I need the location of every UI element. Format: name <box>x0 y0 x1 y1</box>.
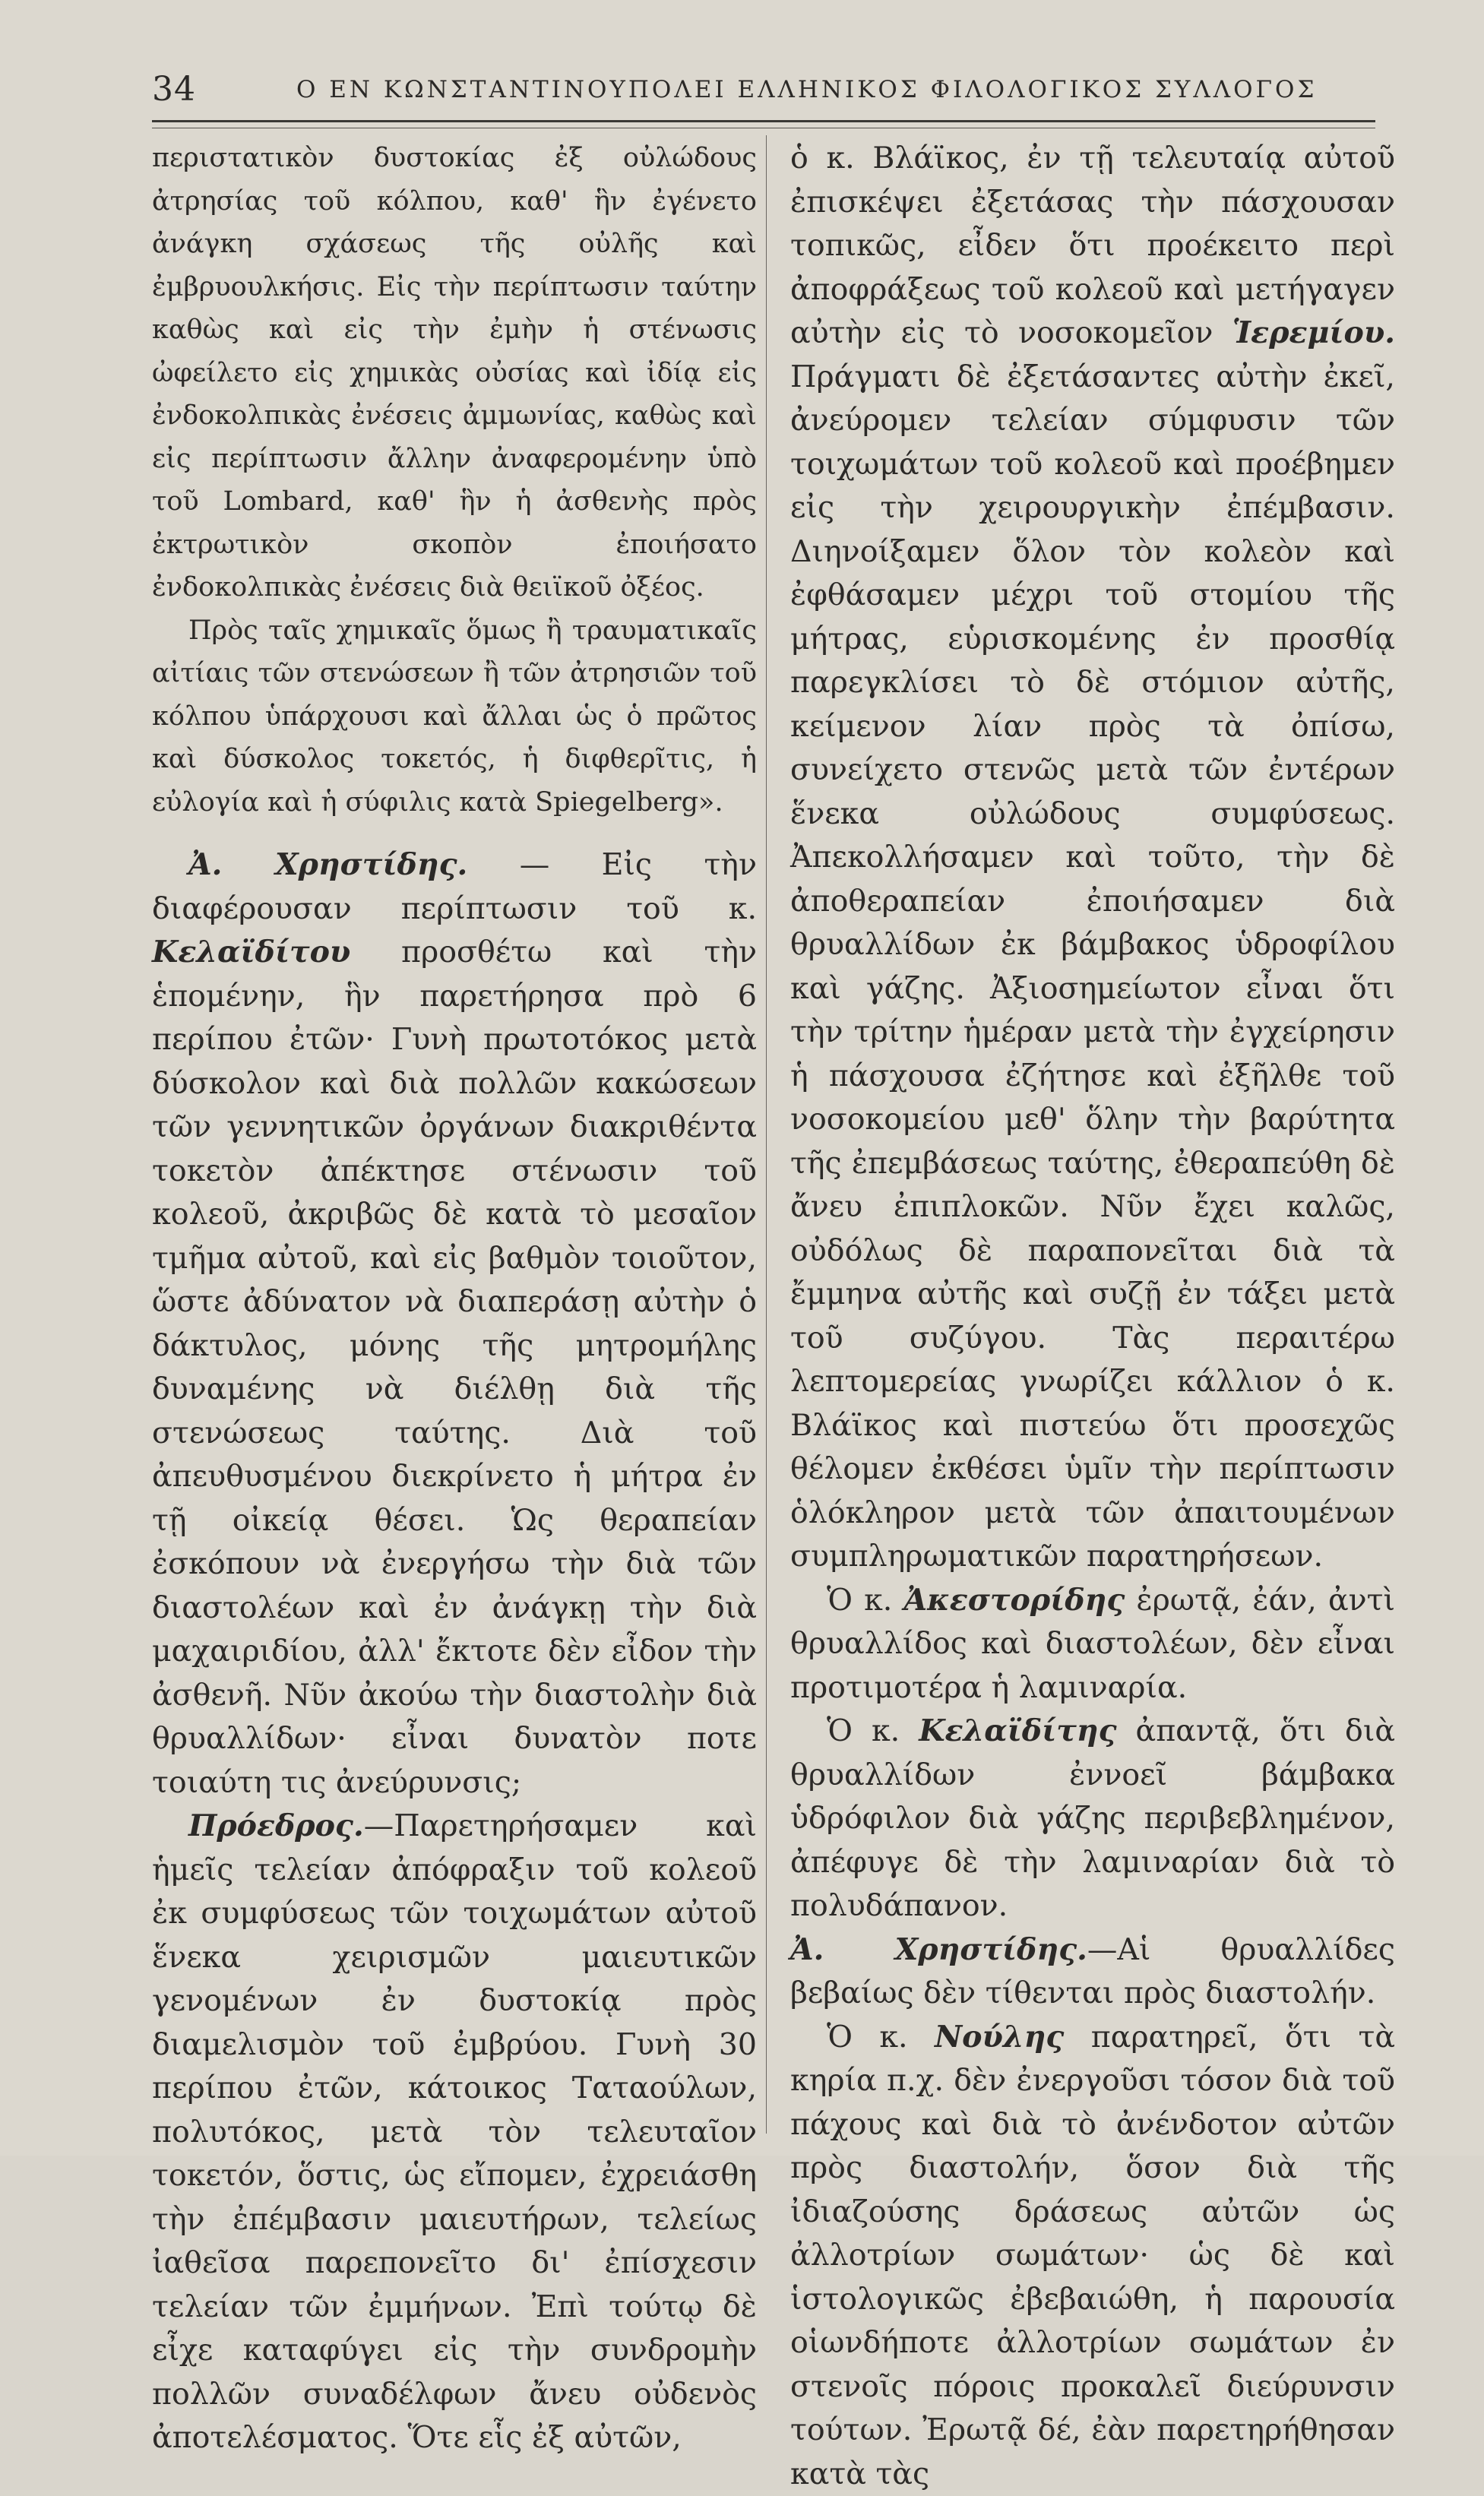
paragraph-quote-causes: Πρὸς ταῖς χημικαῖς ὅμως ἢ τραυματικαῖς αἰτίαις τῶν στενώσεων ἢ τῶν ἀτρησιῶν τοῦ κόλπου ὑπάρχουσι καὶ ἄλλαι ὡς ὁ πρῶτος καὶ δύσκολος τοκετός, ἡ διφθερῖτις, ἡ εὐλογία καὶ ἡ σύφιλις κατὰ Spiegelberg». <box>152 609 757 824</box>
speaker-name: Ἀ. Χρηστίδης. <box>790 1932 1087 1967</box>
page-number: 34 <box>152 70 196 109</box>
speaker-name: Πρόεδρος. <box>188 1808 364 1843</box>
speaker-name: Νούλης <box>935 2020 1064 2055</box>
paragraph-text: προσθέτω καὶ τὴν ἑπομένην, ἣν παρετήρησα πρὸ 6 περίπου ἐτῶν· Γυνὴ πρωτοτόκος μετὰ δύσκολον καὶ διὰ πολλῶν κακώσεων τῶν γεννητικῶν ὀργάνων διακριθέντα τοκετὸν ἀπέκτησε στένωσιν τοῦ κολεοῦ, ἀκριβῶς δὲ κατὰ τὸ μεσαῖον τμῆμα αὐτοῦ, καὶ εἰς βαθμὸν τοιοῦτον, ὥστε ἀδύνατον νὰ διαπεράσῃ αὐτὴν ὁ δάκτυλος, μόνης τῆς μητρομήλης δυναμένης νὰ διέλθῃ διὰ τῆς στενώσεως ταύτης. Διὰ τοῦ ἀπευθυσμένου διεκρίνετο ἡ μήτρα ἐν τῇ οἰκείᾳ θέσει. Ὡς θεραπείαν ἐσκόπουν νὰ ἐνεργήσω τὴν διὰ τῶν διαστολέων καὶ ἐν ἀνάγκῃ τὴν διὰ μαχαιριδίου, ἀλλ' ἔκτοτε δὲν εἶδον τὴν ἀσθενῆ. Νῦν ἀκούω τὴν διαστολὴν διὰ θρυαλλίδων· εἶναι δυνατὸν ποτε τοιαύτη τις ἀνεύρυνσις; <box>152 935 757 1800</box>
paragraph-text: ἀπαντᾷ, ὅτι διὰ θρυαλλίδων ἐννοεῖ βάμβακα ὑδρόφιλον διὰ γάζης περιβεβλημένον, ἀπέφυγε δὲ τὴν λαμιναρίαν διὰ τὸ πολυδάπανον. <box>790 1713 1395 1923</box>
place-name: Ἱερεμίου. <box>1232 315 1395 350</box>
paragraph-text: ὁ κ. Βλάϊκος, ἐν τῇ τελευταίᾳ αὐτοῦ ἐπισκέψει ἐξετάσας τὴν πάσχουσαν τοπικῶς, εἶδεν ὅτι προέκειτο περὶ ἀποφράξεως τοῦ κολεοῦ καὶ μετήγαγεν αὐτὴν εἰς τὸ νοσοκομεῖον <box>790 141 1395 350</box>
left-column <box>152 137 757 2460</box>
paragraph-text: παρατηρεῖ, ὅτι τὰ κηρία π.χ. δὲν ἐνεργοῦσι τόσον διὰ τοῦ πάχους καὶ διὰ τὸ ἀνένδοτον αὐτῶν πρὸς διαστολήν, ὅσον διὰ τῆς ἰδιαζούσης δράσεως αὐτῶν ὡς ἀλλοτρίων σωμάτων· ὡς δὲ καὶ ἱστολογικῶς ἐβεβαιώθη, ἡ παρουσία οἱωνδήποτε ἀλλοτρίων σωμάτων ἐν στενοῖς πόροις προκαλεῖ διεύρυνσιν τούτων. Ἐρωτᾷ δέ, ἐὰν παρετηρήθησαν κατὰ τὰς <box>790 2020 1395 2491</box>
paragraph-text: —Παρετηρήσαμεν καὶ ἡμεῖς τελείαν ἀπόφραξιν τοῦ κολεοῦ ἐκ συμφύσεως τῶν τοιχωμάτων αὐτοῦ ἕνεκα χειρισμῶν μαιευτικῶν γενομένων ἐν δυστοκίᾳ πρὸς διαμελισμὸν τοῦ ἐμβρύου. Γυνὴ 30 περίπου ἐτῶν, κάτοικος Ταταούλων, πολυτόκος, μετὰ τὸν τελευταῖον τοκετόν, ὅστις, ὡς εἴπομεν, ἐχρειάσθη τὴν ἐπέμβασιν μαιευτήρων, τελείως ἰαθεῖσα παρεπονεῖτο δι' ἐπίσχεσιν τελείαν τῶν ἐμμήνων. Ἐπὶ τούτῳ δὲ εἶχε καταφύγει εἰς τὴν συνδρομὴν πολλῶν συναδέλφων ἄνευ οὐδενὸς ἀποτελέσματος. Ὅτε εἷς ἐξ αὐτῶν, <box>152 1808 757 2455</box>
column-divider <box>766 135 767 2134</box>
paragraph-text: Ὁ κ. <box>827 1713 919 1748</box>
paragraph-akestoridis <box>790 1579 1395 1710</box>
paragraph-christidis-reply <box>790 1928 1395 2016</box>
speaker-name: Κελαϊδίτης <box>919 1713 1116 1748</box>
running-title: Ο ΕΝ ΚΩΝΣΤΑΝΤΙΝΟΥΠΟΛΕΙ ΕΛΛΗΝΙΚΟΣ ΦΙΛΟΛΟΓΙΚΟΣ ΣΥΛΛΟΓΟΣ <box>296 76 1317 103</box>
paragraph-text: Ὁ κ. <box>827 1583 904 1618</box>
page-header <box>152 70 1375 115</box>
header-rule <box>152 120 1375 122</box>
paragraph-text: —Αἱ θρυαλλίδες βεβαίως δὲν τίθενται πρὸς διαστολήν. <box>790 1932 1395 2011</box>
paragraph-quote-end: περιστατικὸν δυστοκίας ἐξ οὐλώδους ἀτρησίας τοῦ κόλπου, καθ' ἣν ἐγένετο ἀνάγκη σχάσεως τῆς οὐλῆς καὶ ἐμβρυουλκήσις. Εἰς τὴν περίπτωσιν ταύτην καθὼς καὶ εἰς τὴν ἐμὴν ἡ στένωσις ὠφείλετο εἰς χημικὰς οὐσίας καὶ ἰδίᾳ εἰς ἐνδοκολπικὰς ἐνέσεις ἀμμωνίας, καθὼς καὶ εἰς περίπτωσιν ἄλλην ἀναφερομένην ὑπὸ τοῦ Lombard, καθ' ἣν ἡ ἀσθενὴς πρὸς ἐκτρωτικὸν σκοπὸν ἐποιήσατο ἐνδοκολπικὰς ἐνέσεις διὰ θειϊκοῦ ὀξέος. <box>152 137 757 609</box>
paragraph-text: — Εἰς τὴν διαφέρουσαν περίπτωσιν τοῦ κ. <box>152 847 757 926</box>
paragraph-christidis <box>152 843 757 1805</box>
person-name: Κελαϊδίτου <box>152 935 350 970</box>
right-column <box>790 137 1395 2496</box>
paragraph-text: ἐρωτᾷ, ἐάν, ἀντὶ θρυαλλίδος καὶ διαστολέων, δὲν εἶναι προτιμοτέρα ἡ λαμιναρία. <box>790 1583 1395 1705</box>
paragraph-president <box>152 1805 757 2460</box>
paragraph-continuation <box>790 137 1395 1579</box>
paragraph-text: Ὁ κ. <box>827 2020 935 2055</box>
speaker-name: Ἀκεστορίδης <box>904 1583 1125 1618</box>
paragraph-noulis <box>790 2016 1395 2496</box>
paragraph-text: Πράγματι δὲ ἐξετάσαντες αὐτὴν ἐκεῖ, ἀνεύρομεν τελείαν σύμφυσιν τῶν τοιχωμάτων τοῦ κολεοῦ καὶ προέβημεν εἰς τὴν χειρουργικὴν ἐπέμβασιν. Διηνοίξαμεν ὅλον τὸν κολεὸν καὶ ἐφθάσαμεν μέχρι τοῦ στομίου τῆς μήτρας, εὑρισκομένης ἐν προσθίᾳ παρεγκλίσει τὸ δὲ στόμιον αὐτῆς, κείμενον λίαν πρὸς τὰ ὀπίσω, συνείχετο στενῶς μετὰ τῶν ἐντέρων ἕνεκα οὐλώδους συμφύσεως. Ἀπεκολλήσαμεν καὶ τοῦτο, τὴν δὲ ἀποθεραπείαν ἐποιήσαμεν διὰ θρυαλλίδων ἐκ βάμβακος ὑδροφίλου καὶ γάζης. Ἀξιοσημείωτον εἶναι ὅτι τὴν τρίτην ἡμέραν μετὰ τὴν ἐγχείρησιν ἡ πάσχουσα ἐζήτησε καὶ ἐξῆλθε τοῦ νοσοκομείου μεθ' ὅλην τὴν βαρύτητα τῆς ἐπεμβάσεως ταύτης, ἐθεραπεύθη δὲ ἄνευ ἐπιπλοκῶν. Νῦν ἔχει καλῶς, οὐδόλως δὲ παραπονεῖται διὰ τὰ ἔμμηνα αὐτῆς καὶ συζῇ ἐν τάξει μετὰ τοῦ συζύγου. Τὰς περαιτέρω λεπτομερείας γνωρίζει κάλλιον ὁ κ. Βλάϊκος καὶ πιστεύω ὅτι προσεχῶς θέλομεν ἐκθέσει ὑμῖν τὴν περίπτωσιν ὁλόκληρον μετὰ τῶν ἀπαιτουμένων συμπληρωματικῶν παρατηρήσεων. <box>790 359 1395 1574</box>
paragraph-kelaiditis <box>790 1710 1395 1928</box>
speaker-name: Ἀ. Χρηστίδης. <box>188 847 467 882</box>
